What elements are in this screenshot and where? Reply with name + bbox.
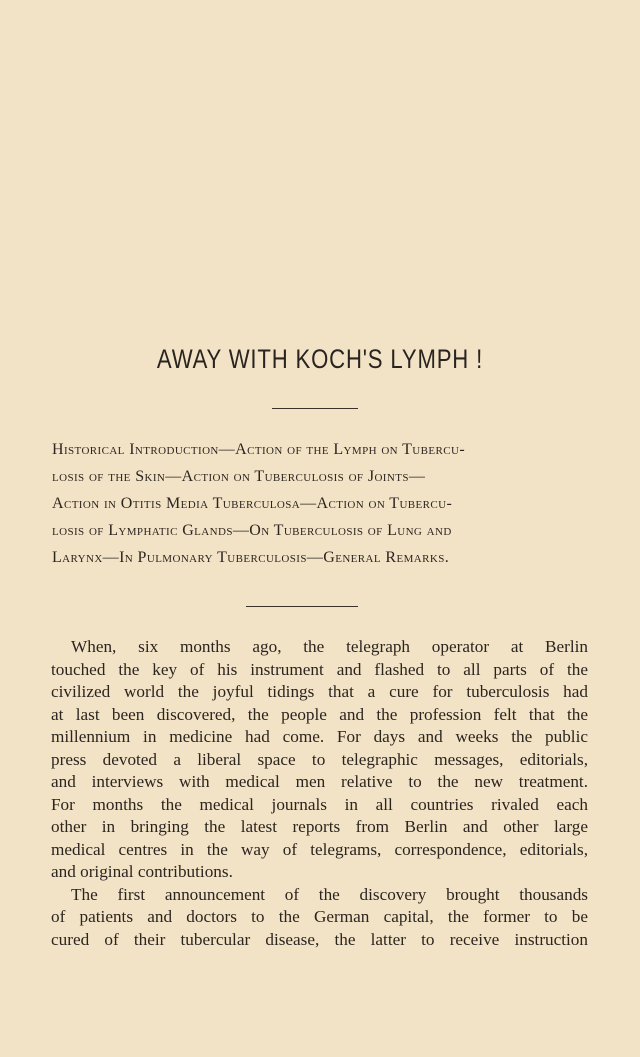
body-line: When, six months ago, the telegraph operator at Berlin: [71, 637, 588, 656]
body-line: For months the medical journals in all countries rivaled each: [51, 794, 588, 814]
body-line: press devoted a liberal space to telegraphic messages, editorials,: [51, 749, 588, 769]
chapter-title: AWAY WITH KOCH'S LYMPH !: [156, 344, 484, 374]
contents-line: losis of Lymphatic Glands—On Tuberculosis of Lung and: [52, 522, 452, 539]
contents-rule: [246, 606, 358, 607]
title-rule: [272, 408, 358, 409]
body-text: [51, 636, 588, 951]
contents-line: Action in Otitis Media Tuberculosa—Action on Tubercu-: [52, 495, 453, 512]
body-line: other in bringing the latest reports from Berlin and other large: [51, 817, 588, 836]
body-line: and original contributions.: [51, 862, 233, 881]
body-line: civilized world the joyful tidings that a cure for tuberculosis had: [51, 682, 588, 701]
body-line: millennium in medicine had come. For days and weeks the public: [51, 727, 588, 746]
body-line: at last been discovered, the people and the profession felt that the: [51, 704, 588, 724]
contents-line: Historical Introduction—Action of the Lymph on Tubercu-: [52, 441, 466, 458]
body-line: of patients and doctors to the German capital, the former to be: [51, 907, 588, 926]
contents-line: losis of the Skin—Action on Tuberculosis of Joints—: [52, 468, 426, 485]
body-line: touched the key of his instrument and flashed to all parts of the: [51, 659, 588, 679]
contents-line: Larynx—In Pulmonary Tuberculosis—General Remarks.: [52, 549, 450, 566]
body-line: and interviews with medical men relative to the new treatment.: [51, 772, 588, 791]
body-line: medical centres in the way of telegrams, correspondence, editorials,: [51, 839, 588, 859]
chapter-contents: [52, 436, 588, 571]
body-line: The first announcement of the discovery brought thousands: [71, 884, 588, 904]
body-line: cured of their tubercular disease, the latter to receive instruction: [51, 929, 588, 949]
